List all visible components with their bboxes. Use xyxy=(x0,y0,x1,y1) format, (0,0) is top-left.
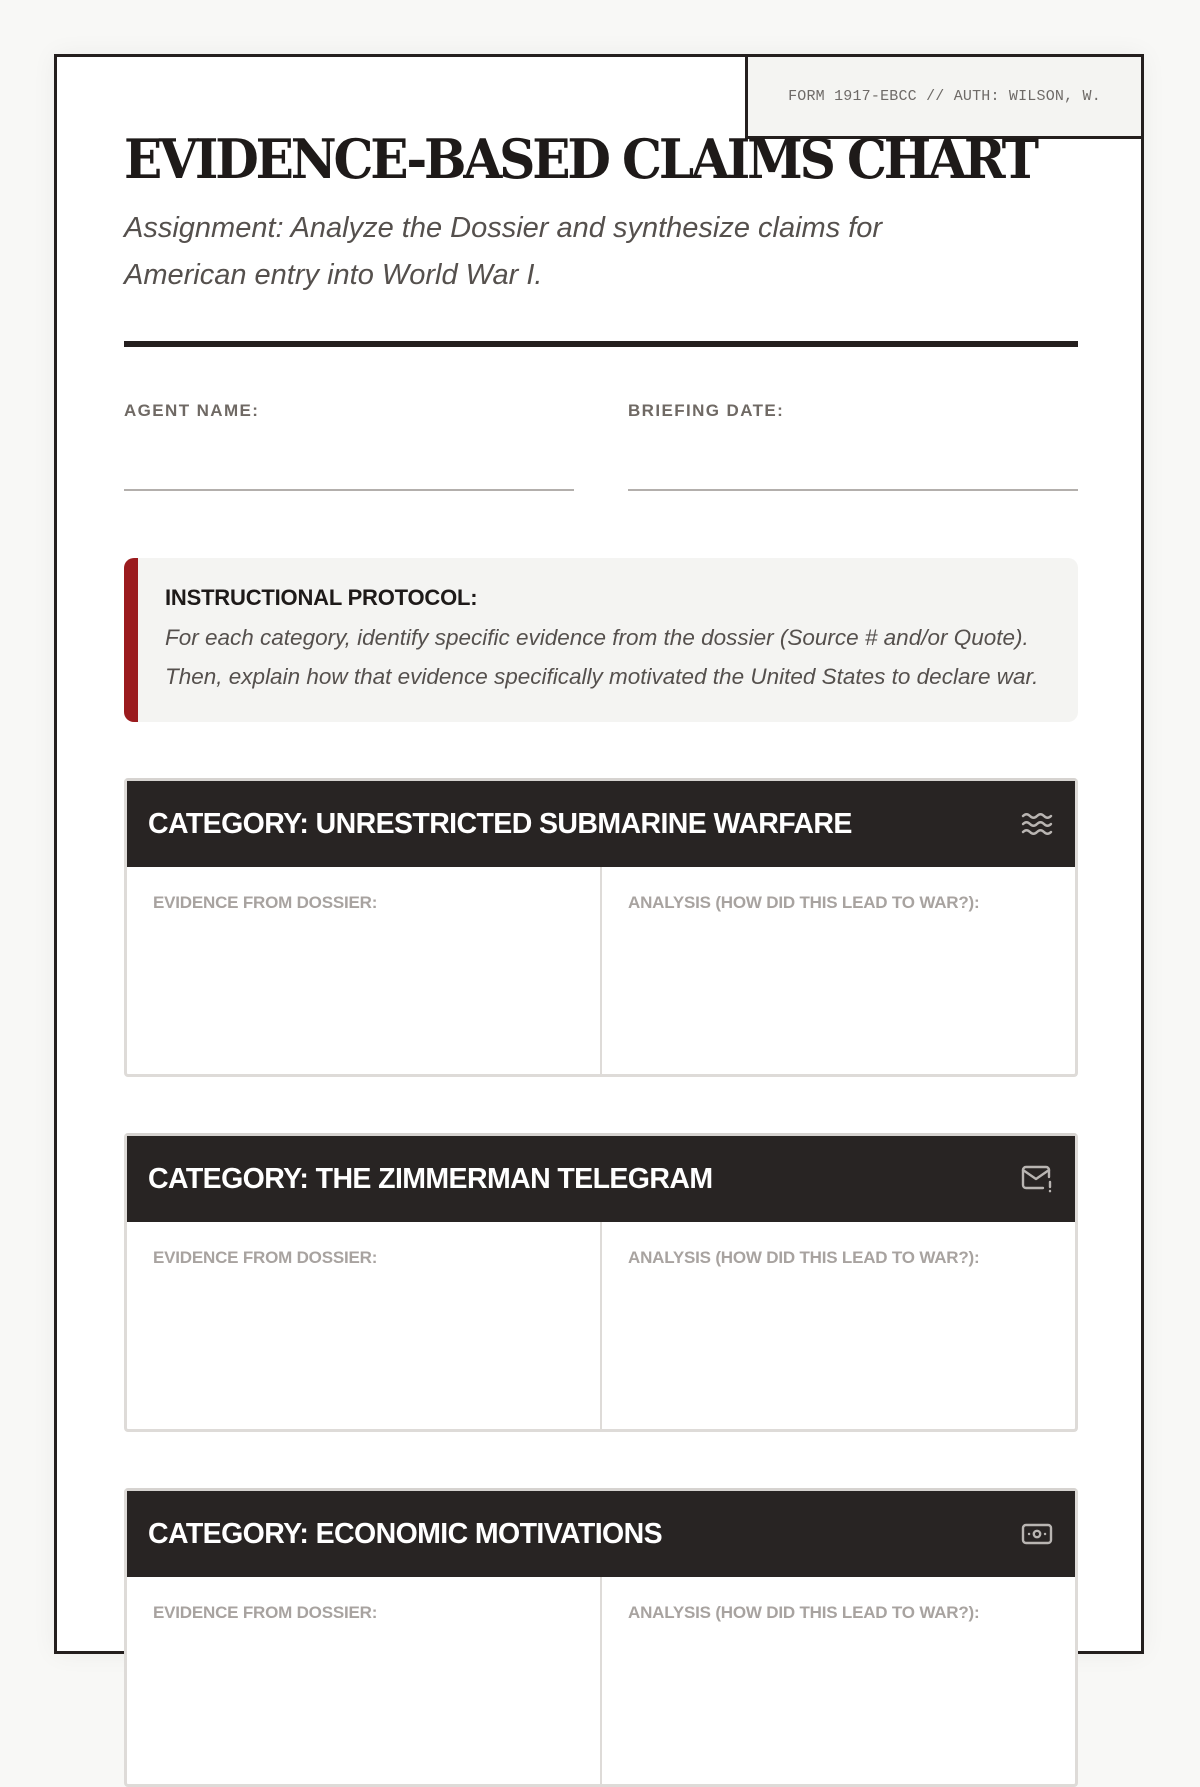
assignment-subtitle: Assignment: Analyze the Dossier and synthesize claims for American entry into World War I. xyxy=(124,212,883,291)
evidence-label: EVIDENCE FROM DOSSIER: xyxy=(153,1248,378,1267)
identity-fields xyxy=(124,401,1078,491)
category-submarine-warfare xyxy=(124,778,1078,1077)
briefing-date-label: BRIEFING DATE: xyxy=(628,401,785,420)
instructional-protocol xyxy=(124,558,1078,722)
page-title: EVIDENCE-BASED CLAIMS CHART xyxy=(124,127,1036,191)
banknote-icon xyxy=(1020,1517,1054,1551)
analysis-label: ANALYSIS (HOW DID THIS LEAD TO WAR?): xyxy=(628,1603,980,1622)
briefing-date-input[interactable] xyxy=(628,463,1078,491)
category-header xyxy=(127,781,1075,867)
category-body xyxy=(127,867,1075,1074)
evidence-label: EVIDENCE FROM DOSSIER: xyxy=(153,893,378,912)
agent-name-input[interactable] xyxy=(124,463,574,491)
agent-name-label: AGENT NAME: xyxy=(124,401,260,420)
analysis-cell[interactable] xyxy=(600,1222,1075,1429)
category-economic-motivations xyxy=(124,1488,1078,1787)
evidence-label: EVIDENCE FROM DOSSIER: xyxy=(153,1603,378,1622)
mail-alert-icon xyxy=(1020,1162,1054,1196)
worksheet-content xyxy=(124,127,1078,1787)
category-body xyxy=(127,1577,1075,1784)
evidence-cell[interactable] xyxy=(127,1577,600,1784)
evidence-cell[interactable] xyxy=(127,867,600,1074)
evidence-cell[interactable] xyxy=(127,1222,600,1429)
worksheet xyxy=(54,54,1144,1654)
header-divider xyxy=(124,341,1078,347)
category-body xyxy=(127,1222,1075,1429)
category-title: CATEGORY: UNRESTRICTED SUBMARINE WARFARE xyxy=(148,807,852,840)
waves-icon xyxy=(1020,807,1054,841)
protocol-title: INSTRUCTIONAL PROTOCOL: xyxy=(165,585,478,610)
category-zimmerman-telegram xyxy=(124,1133,1078,1432)
form-id-stamp: FORM 1917-EBCC // AUTH: WILSON, W. xyxy=(745,57,1141,139)
protocol-text: For each category, identify specific evidence from the dossier (Source # and/or Quote). Then, explain how that evidence specifically motivated the United States to declare war. xyxy=(165,625,1039,689)
analysis-cell[interactable] xyxy=(600,1577,1075,1784)
category-title: CATEGORY: ECONOMIC MOTIVATIONS xyxy=(148,1517,662,1550)
analysis-label: ANALYSIS (HOW DID THIS LEAD TO WAR?): xyxy=(628,1248,980,1267)
category-header xyxy=(127,1136,1075,1222)
agent-name-field xyxy=(124,401,574,491)
category-header xyxy=(127,1491,1075,1577)
briefing-date-field xyxy=(628,401,1078,491)
analysis-label: ANALYSIS (HOW DID THIS LEAD TO WAR?): xyxy=(628,893,980,912)
analysis-cell[interactable] xyxy=(600,867,1075,1074)
category-title: CATEGORY: THE ZIMMERMAN TELEGRAM xyxy=(148,1162,713,1195)
